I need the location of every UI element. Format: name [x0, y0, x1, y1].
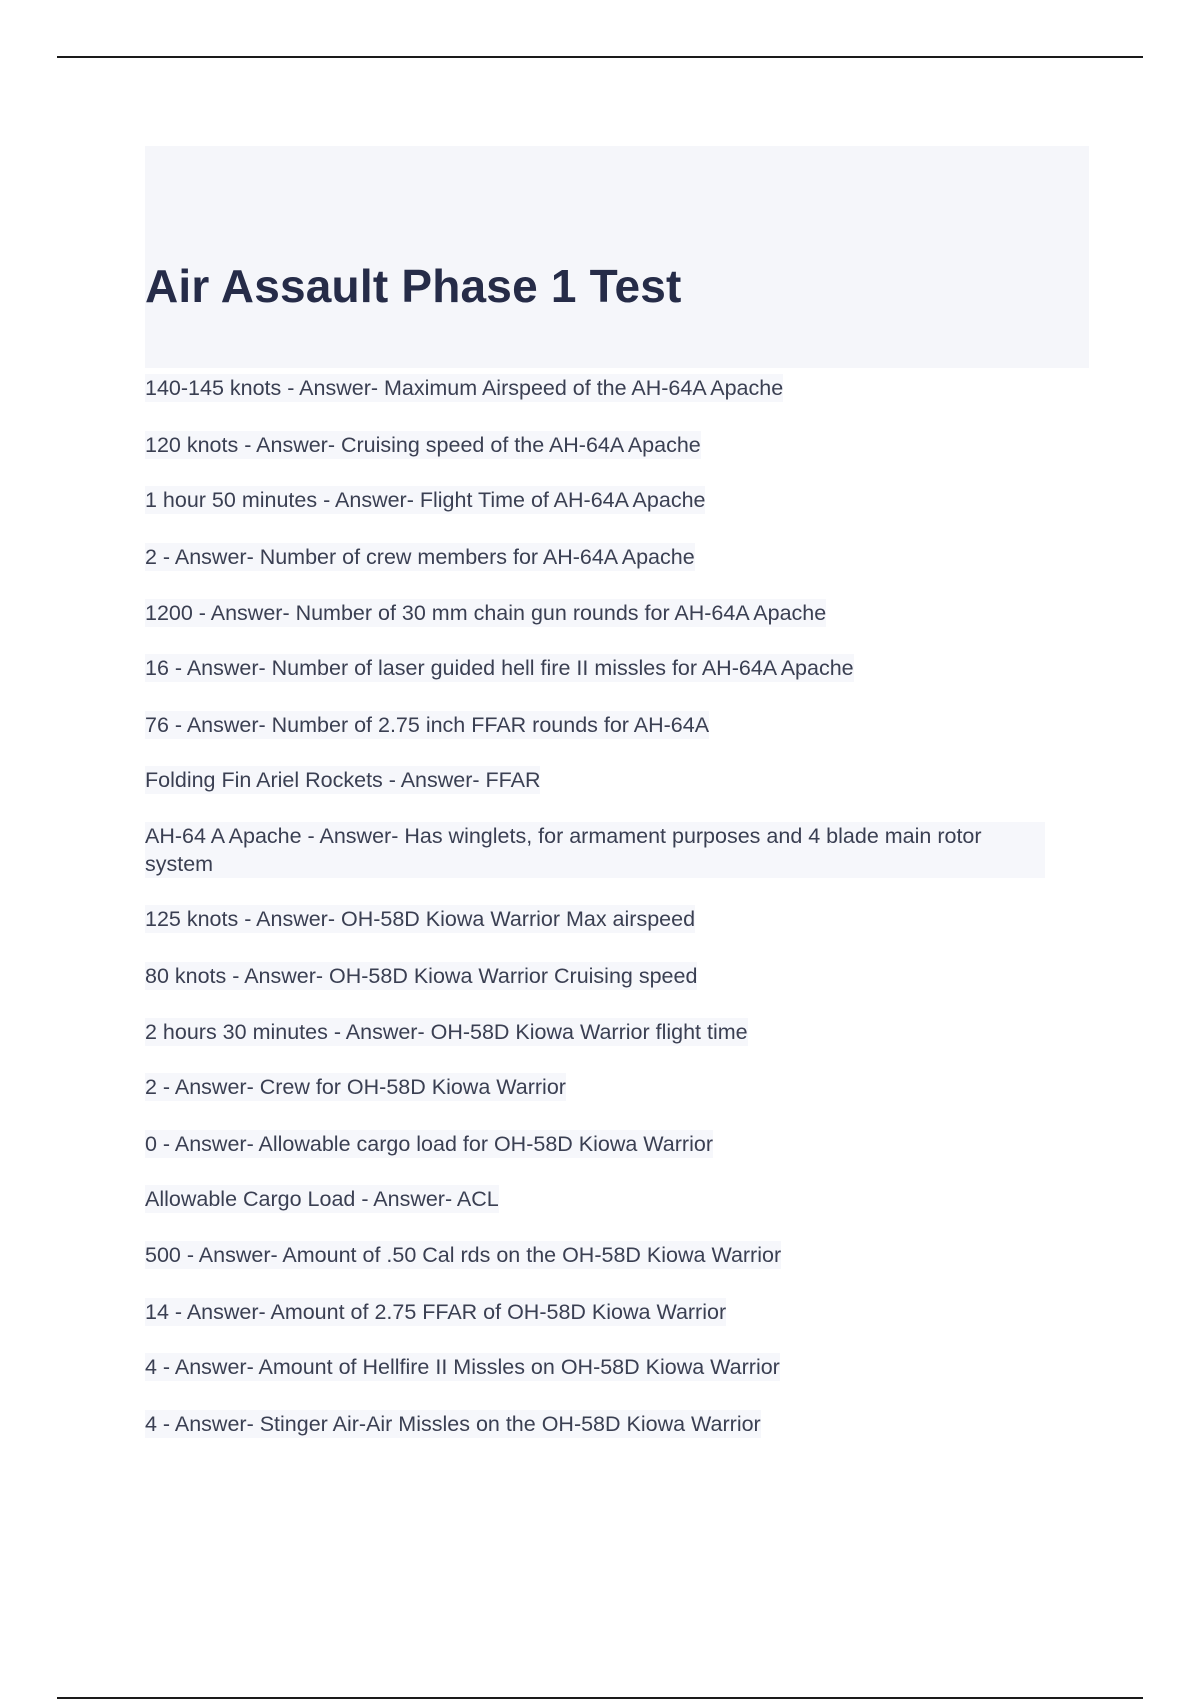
qa-text: 16 - Answer- Number of laser guided hell fire II missles for AH-64A Apache — [145, 656, 854, 680]
list-item — [145, 766, 1089, 794]
list-item — [145, 711, 1089, 739]
qa-text: 140-145 knots - Answer- Maximum Airspeed of the AH-64A Apache — [145, 376, 784, 400]
qa-text: 2 - Answer- Crew for OH-58D Kiowa Warrior — [145, 1075, 566, 1099]
qa-text: Allowable Cargo Load - Answer- ACL — [145, 1187, 499, 1211]
question-answer-list — [145, 374, 1089, 1438]
qa-text: 14 - Answer- Amount of 2.75 FFAR of OH-58D Kiowa Warrior — [145, 1300, 727, 1324]
list-item — [145, 1298, 1089, 1326]
qa-text: 2 hours 30 minutes - Answer- OH-58D Kiowa Warrior flight time — [145, 1020, 748, 1044]
list-item — [145, 486, 1089, 514]
qa-text: 1 hour 50 minutes - Answer- Flight Time of AH-64A Apache — [145, 488, 706, 512]
qa-text: 1200 - Answer- Number of 30 mm chain gun rounds for AH-64A Apache — [145, 601, 827, 625]
qa-text: Folding Fin Ariel Rockets - Answer- FFAR — [145, 768, 541, 792]
title-block — [145, 146, 1089, 368]
qa-text: 0 - Answer- Allowable cargo load for OH-58D Kiowa Warrior — [145, 1132, 713, 1156]
top-divider — [57, 56, 1143, 58]
document-body — [145, 146, 1089, 1438]
qa-text: 500 - Answer- Amount of .50 Cal rds on the OH-58D Kiowa Warrior — [145, 1243, 782, 1267]
qa-text: AH-64 A Apache - Answer- Has winglets, for armament purposes and 4 blade main rotor system — [145, 822, 1045, 878]
list-item — [145, 599, 1089, 627]
list-item — [145, 654, 1089, 682]
list-item — [145, 543, 1089, 571]
list-item — [145, 374, 1089, 402]
qa-text: 125 knots - Answer- OH-58D Kiowa Warrior Max airspeed — [145, 907, 696, 931]
list-item — [145, 905, 1089, 933]
list-item — [145, 1353, 1089, 1381]
list-item — [145, 822, 1089, 878]
qa-text: 120 knots - Answer- Cruising speed of the AH-64A Apache — [145, 433, 701, 457]
page-title: Air Assault Phase 1 Test — [145, 260, 682, 312]
qa-text: 4 - Answer- Amount of Hellfire II Missles on OH-58D Kiowa Warrior — [145, 1355, 780, 1379]
qa-text: 80 knots - Answer- OH-58D Kiowa Warrior Cruising speed — [145, 964, 698, 988]
bottom-divider — [57, 1697, 1143, 1699]
list-item — [145, 1073, 1089, 1101]
list-item — [145, 1185, 1089, 1213]
qa-text: 76 - Answer- Number of 2.75 inch FFAR rounds for AH-64A — [145, 713, 710, 737]
list-item — [145, 1410, 1089, 1438]
list-item — [145, 1241, 1089, 1269]
qa-text: 2 - Answer- Number of crew members for AH-64A Apache — [145, 545, 695, 569]
list-item — [145, 962, 1089, 990]
list-item — [145, 431, 1089, 459]
qa-text: 4 - Answer- Stinger Air-Air Missles on the OH-58D Kiowa Warrior — [145, 1412, 761, 1436]
list-item — [145, 1130, 1089, 1158]
list-item — [145, 1018, 1089, 1046]
